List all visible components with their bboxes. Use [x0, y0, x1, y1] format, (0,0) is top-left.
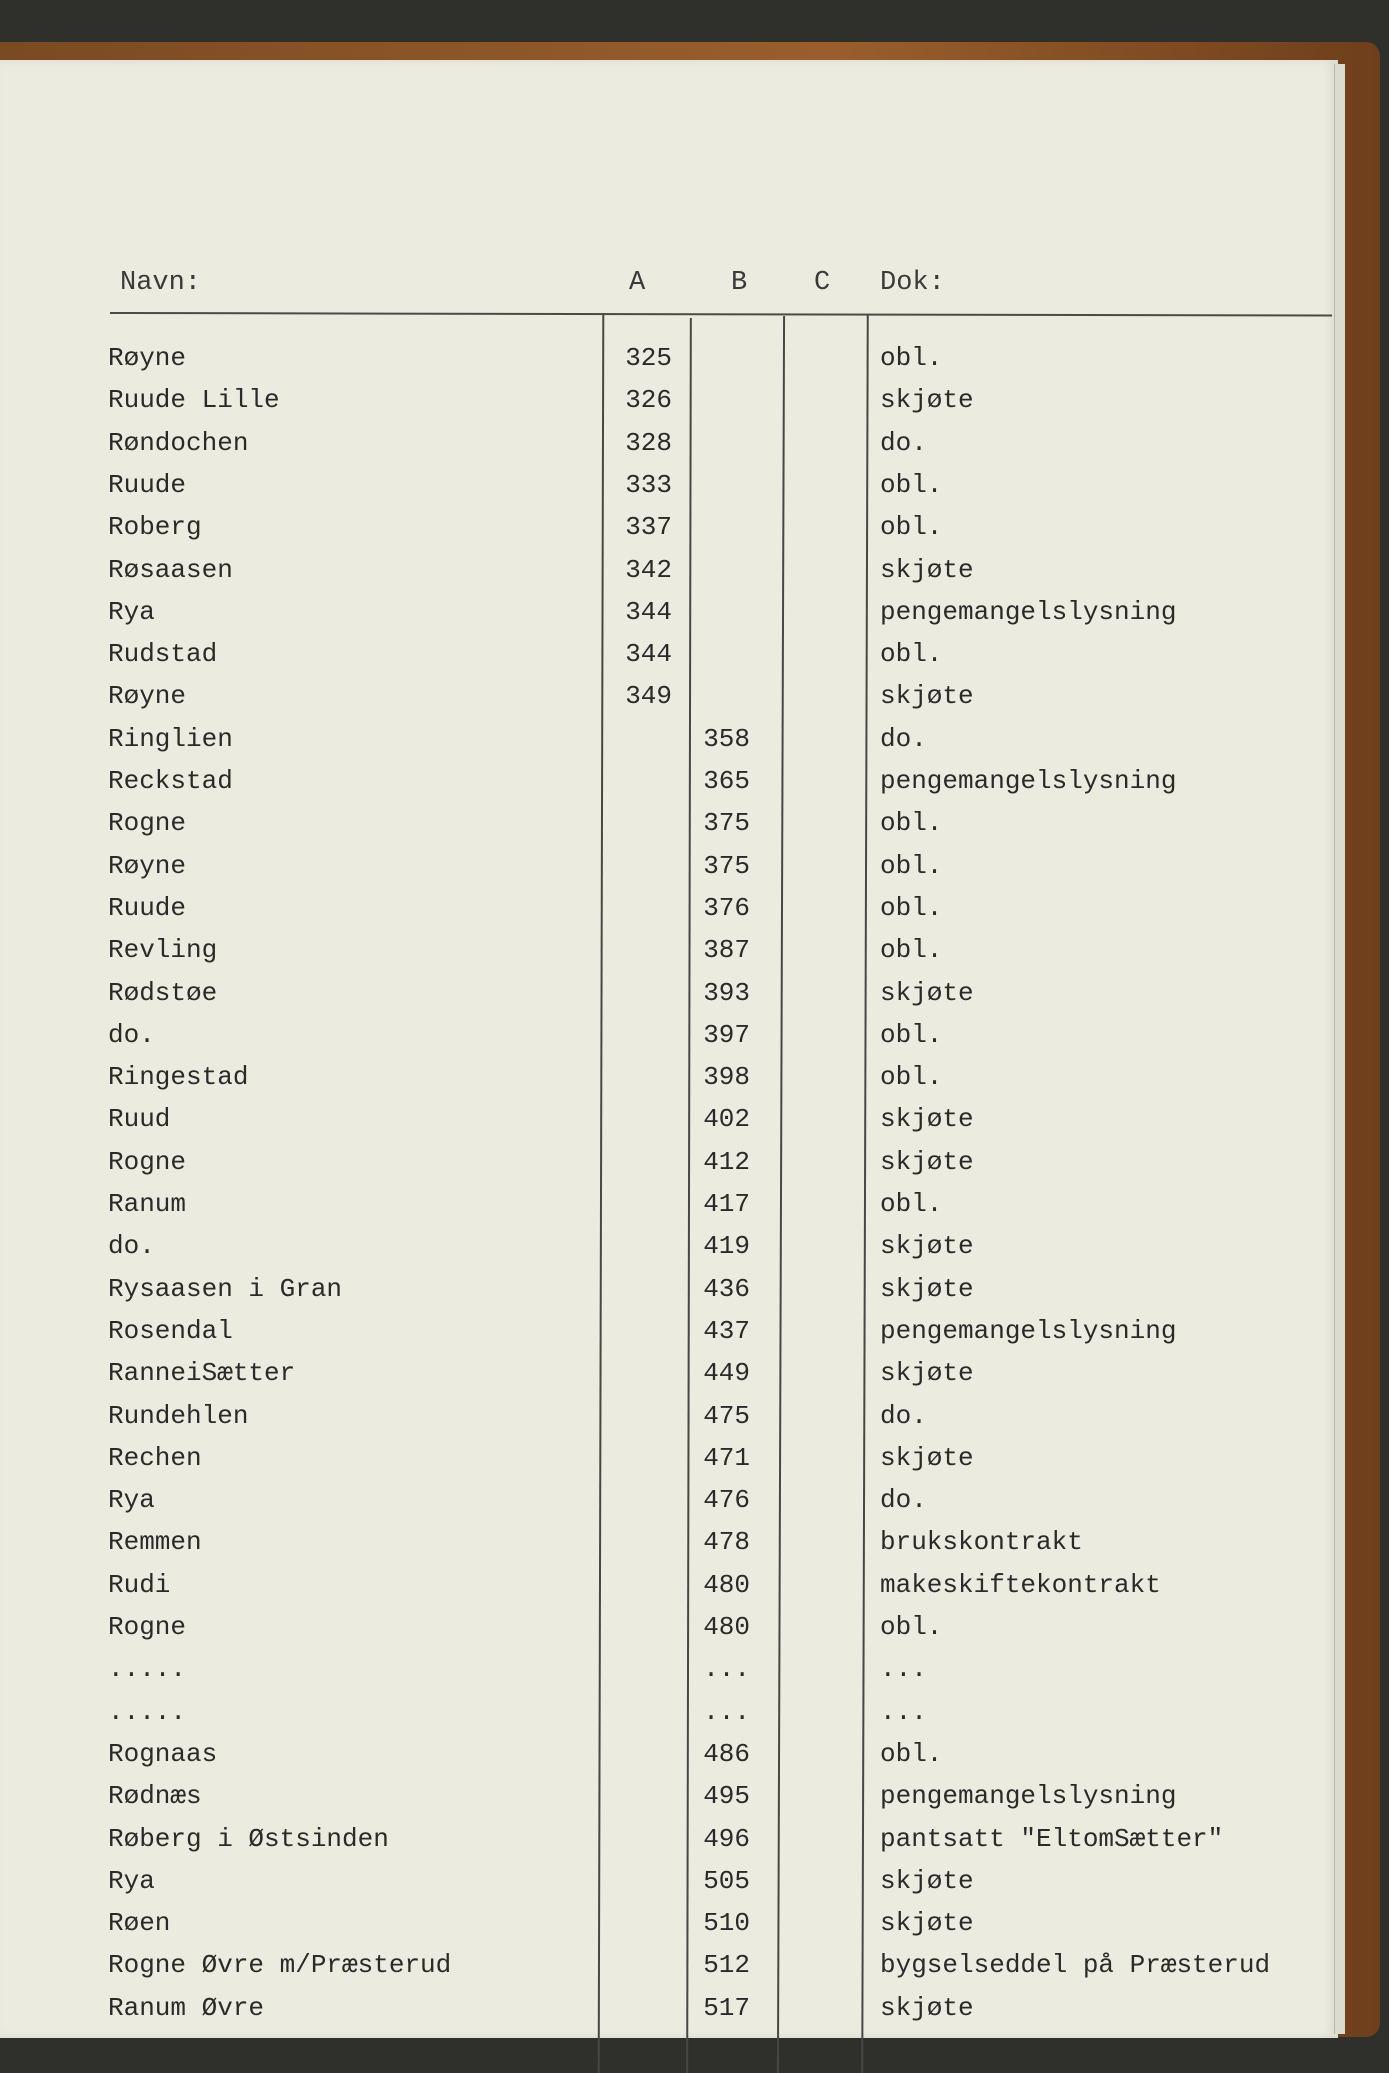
table-row [0, 1311, 1338, 1351]
row-name: Røyne [108, 850, 187, 881]
row-name: Ringestad [108, 1062, 249, 1093]
table-row [0, 1607, 1338, 1647]
row-document: skjøte [880, 1146, 974, 1177]
table-row [0, 1861, 1338, 1901]
row-value-b: 476 [703, 1485, 750, 1516]
table-row [0, 380, 1338, 420]
table-row [0, 1226, 1338, 1266]
table-row [0, 1565, 1338, 1605]
table-row [0, 1480, 1338, 1520]
table-row [0, 1396, 1338, 1436]
row-value-b: 486 [703, 1738, 750, 1769]
row-value-b: 375 [703, 808, 750, 839]
row-name: Rya [108, 596, 155, 627]
row-document: skjøte [880, 1992, 974, 2023]
table-row [0, 1945, 1338, 1985]
document-page [0, 60, 1338, 2038]
table-row [0, 592, 1338, 632]
row-name: Rundehlen [108, 1400, 249, 1431]
row-value-a: 328 [625, 427, 672, 458]
row-name: Remmen [108, 1527, 202, 1558]
row-document: obl. [880, 469, 943, 500]
row-value-b: 512 [703, 1950, 750, 1981]
table-header [0, 268, 1338, 308]
table-row [0, 1438, 1338, 1478]
table-row [0, 930, 1338, 970]
table-row [0, 1988, 1338, 2028]
table-row [0, 1057, 1338, 1097]
row-value-b: 478 [703, 1527, 750, 1558]
row-name: Ranum [108, 1189, 187, 1219]
header-rule [110, 312, 1332, 317]
row-name: Revling [108, 935, 218, 966]
table-row [0, 1142, 1338, 1182]
row-name: Ruude [108, 892, 187, 923]
row-value-b: 387 [703, 935, 750, 966]
table-row [0, 1522, 1338, 1562]
row-name: Rysaasen i Gran [108, 1273, 343, 1304]
row-document: ... [880, 1696, 927, 1727]
row-value-b: 480 [703, 1569, 750, 1600]
row-name: Rogne [108, 808, 187, 839]
row-value-b: 397 [703, 1019, 750, 1050]
row-name: Roberg [108, 512, 202, 543]
row-value-a: 344 [625, 596, 672, 627]
table-row [0, 676, 1338, 716]
row-value-b: 449 [703, 1358, 750, 1389]
table-row [0, 1184, 1338, 1224]
table-row [0, 1353, 1338, 1393]
row-value-a: 333 [625, 469, 672, 500]
header-a: A [629, 268, 646, 298]
table-row [0, 1819, 1338, 1859]
row-name: RanneiSætter [108, 1358, 296, 1389]
table-row [0, 1099, 1338, 1139]
row-name: do. [108, 1019, 155, 1050]
row-value-b: 496 [703, 1823, 750, 1854]
row-name: Røyne [108, 343, 187, 373]
row-document: skjøte [880, 1865, 974, 1896]
row-document: do. [880, 427, 927, 458]
table-row [0, 1692, 1338, 1732]
header-dok: Dok: [880, 268, 945, 298]
row-name: Rudstad [108, 639, 218, 670]
table-row [0, 550, 1338, 590]
row-name: Røsaasen [108, 554, 233, 585]
row-value-b: 375 [703, 850, 750, 881]
row-document: brukskontrakt [880, 1527, 1083, 1558]
row-name: Røen [108, 1908, 171, 1939]
table-row [0, 338, 1338, 378]
row-name: Rechen [108, 1442, 202, 1473]
row-document: obl. [880, 808, 943, 839]
table-row [0, 761, 1338, 801]
row-name: Røndochen [108, 427, 249, 458]
row-value-b: 358 [703, 723, 750, 754]
row-document: skjøte [880, 977, 974, 1008]
table-row [0, 888, 1338, 928]
row-value-a: 342 [625, 554, 672, 585]
row-document: pengemangelslysning [880, 1781, 1177, 1812]
row-name: Reckstad [108, 766, 233, 796]
row-value-b: 480 [703, 1612, 750, 1642]
row-document: pengemangelslysning [880, 766, 1177, 796]
row-document: do. [880, 1400, 927, 1431]
row-document: skjøte [880, 1442, 974, 1473]
row-name: Rudi [108, 1569, 171, 1600]
row-name: Ruud [108, 1104, 171, 1135]
row-name: Ringlien [108, 723, 233, 754]
table-row [0, 846, 1338, 886]
row-name: Ruude [108, 469, 187, 500]
row-document: do. [880, 1485, 927, 1516]
row-value-b: 376 [703, 892, 750, 923]
row-document: skjøte [880, 681, 974, 712]
table-row [0, 1015, 1338, 1055]
row-name: ..... [108, 1696, 187, 1727]
table-row [0, 1903, 1338, 1943]
row-name: Rognaas [108, 1738, 218, 1769]
row-document: skjøte [880, 1104, 974, 1135]
table-row [0, 423, 1338, 463]
row-document: obl. [880, 935, 943, 966]
row-value-b: ... [703, 1696, 750, 1727]
row-value-b: 419 [703, 1231, 750, 1262]
table-row [0, 507, 1338, 547]
row-name: Ranum Øvre [108, 1992, 265, 2023]
table-row [0, 634, 1338, 674]
page-edge [1334, 64, 1345, 2034]
row-value-b: 365 [703, 766, 750, 796]
row-name: Rya [108, 1485, 155, 1516]
row-value-b: 471 [703, 1442, 750, 1473]
table-row [0, 1269, 1338, 1309]
row-name: do. [108, 1231, 155, 1262]
row-name: Rya [108, 1865, 155, 1896]
row-document: obl. [880, 1738, 943, 1769]
row-name: Røyne [108, 681, 187, 712]
row-name: Ruude Lille [108, 385, 280, 416]
row-document: skjøte [880, 1273, 974, 1304]
row-value-b: 398 [703, 1062, 750, 1093]
row-document: obl. [880, 892, 943, 923]
row-document: obl. [880, 1019, 943, 1050]
row-document: obl. [880, 343, 943, 373]
header-b: B [731, 268, 748, 298]
row-document: skjøte [880, 554, 974, 585]
row-name: Rødnæs [108, 1781, 202, 1812]
row-name: Rogne [108, 1612, 187, 1642]
row-value-a: 326 [625, 385, 672, 416]
row-document: obl. [880, 1612, 943, 1642]
header-c: C [814, 268, 831, 298]
row-document: ... [880, 1654, 927, 1685]
row-value-b: ... [703, 1654, 750, 1685]
row-document: makeskiftekontrakt [880, 1569, 1161, 1600]
row-value-b: 402 [703, 1104, 750, 1135]
table-row [0, 465, 1338, 505]
row-value-b: 436 [703, 1273, 750, 1304]
row-name: Rødstøe [108, 977, 218, 1008]
row-document: obl. [880, 1062, 943, 1093]
row-value-b: 417 [703, 1189, 750, 1219]
row-value-b: 475 [703, 1400, 750, 1431]
row-document: do. [880, 723, 927, 754]
table-row [0, 719, 1338, 759]
row-value-b: 393 [703, 977, 750, 1008]
row-value-b: 517 [703, 1992, 750, 2023]
row-value-a: 349 [625, 681, 672, 712]
row-document: pantsatt "EltomSætter" [880, 1823, 1224, 1854]
row-document: skjøte [880, 1358, 974, 1389]
table-row [0, 973, 1338, 1013]
table-row [0, 1649, 1338, 1689]
row-document: pengemangelslysning [880, 1315, 1177, 1346]
row-name: ..... [108, 1654, 187, 1685]
row-document: skjøte [880, 1231, 974, 1262]
table-row [0, 1776, 1338, 1816]
row-value-a: 344 [625, 639, 672, 670]
row-document: pengemangelslysning [880, 596, 1177, 627]
row-name: Røberg i Østsinden [108, 1823, 389, 1854]
row-value-b: 505 [703, 1865, 750, 1896]
row-value-b: 510 [703, 1908, 750, 1939]
row-value-b: 495 [703, 1781, 750, 1812]
row-document: obl. [880, 1189, 943, 1219]
row-document: obl. [880, 850, 943, 881]
header-name: Navn: [120, 268, 202, 298]
table-row [0, 1734, 1338, 1774]
row-name: Rogne Øvre m/Præsterud [108, 1950, 452, 1981]
row-value-a: 337 [625, 512, 672, 543]
row-name: Rosendal [108, 1315, 233, 1346]
row-document: skjøte [880, 385, 974, 416]
row-document: skjøte [880, 1908, 974, 1939]
row-value-b: 412 [703, 1146, 750, 1177]
row-document: bygselseddel på Præsterud [880, 1950, 1271, 1981]
row-document: obl. [880, 512, 943, 543]
row-value-a: 325 [625, 343, 672, 373]
table-row [0, 803, 1338, 843]
row-document: obl. [880, 639, 943, 670]
row-value-b: 437 [703, 1315, 750, 1346]
row-name: Rogne [108, 1146, 187, 1177]
